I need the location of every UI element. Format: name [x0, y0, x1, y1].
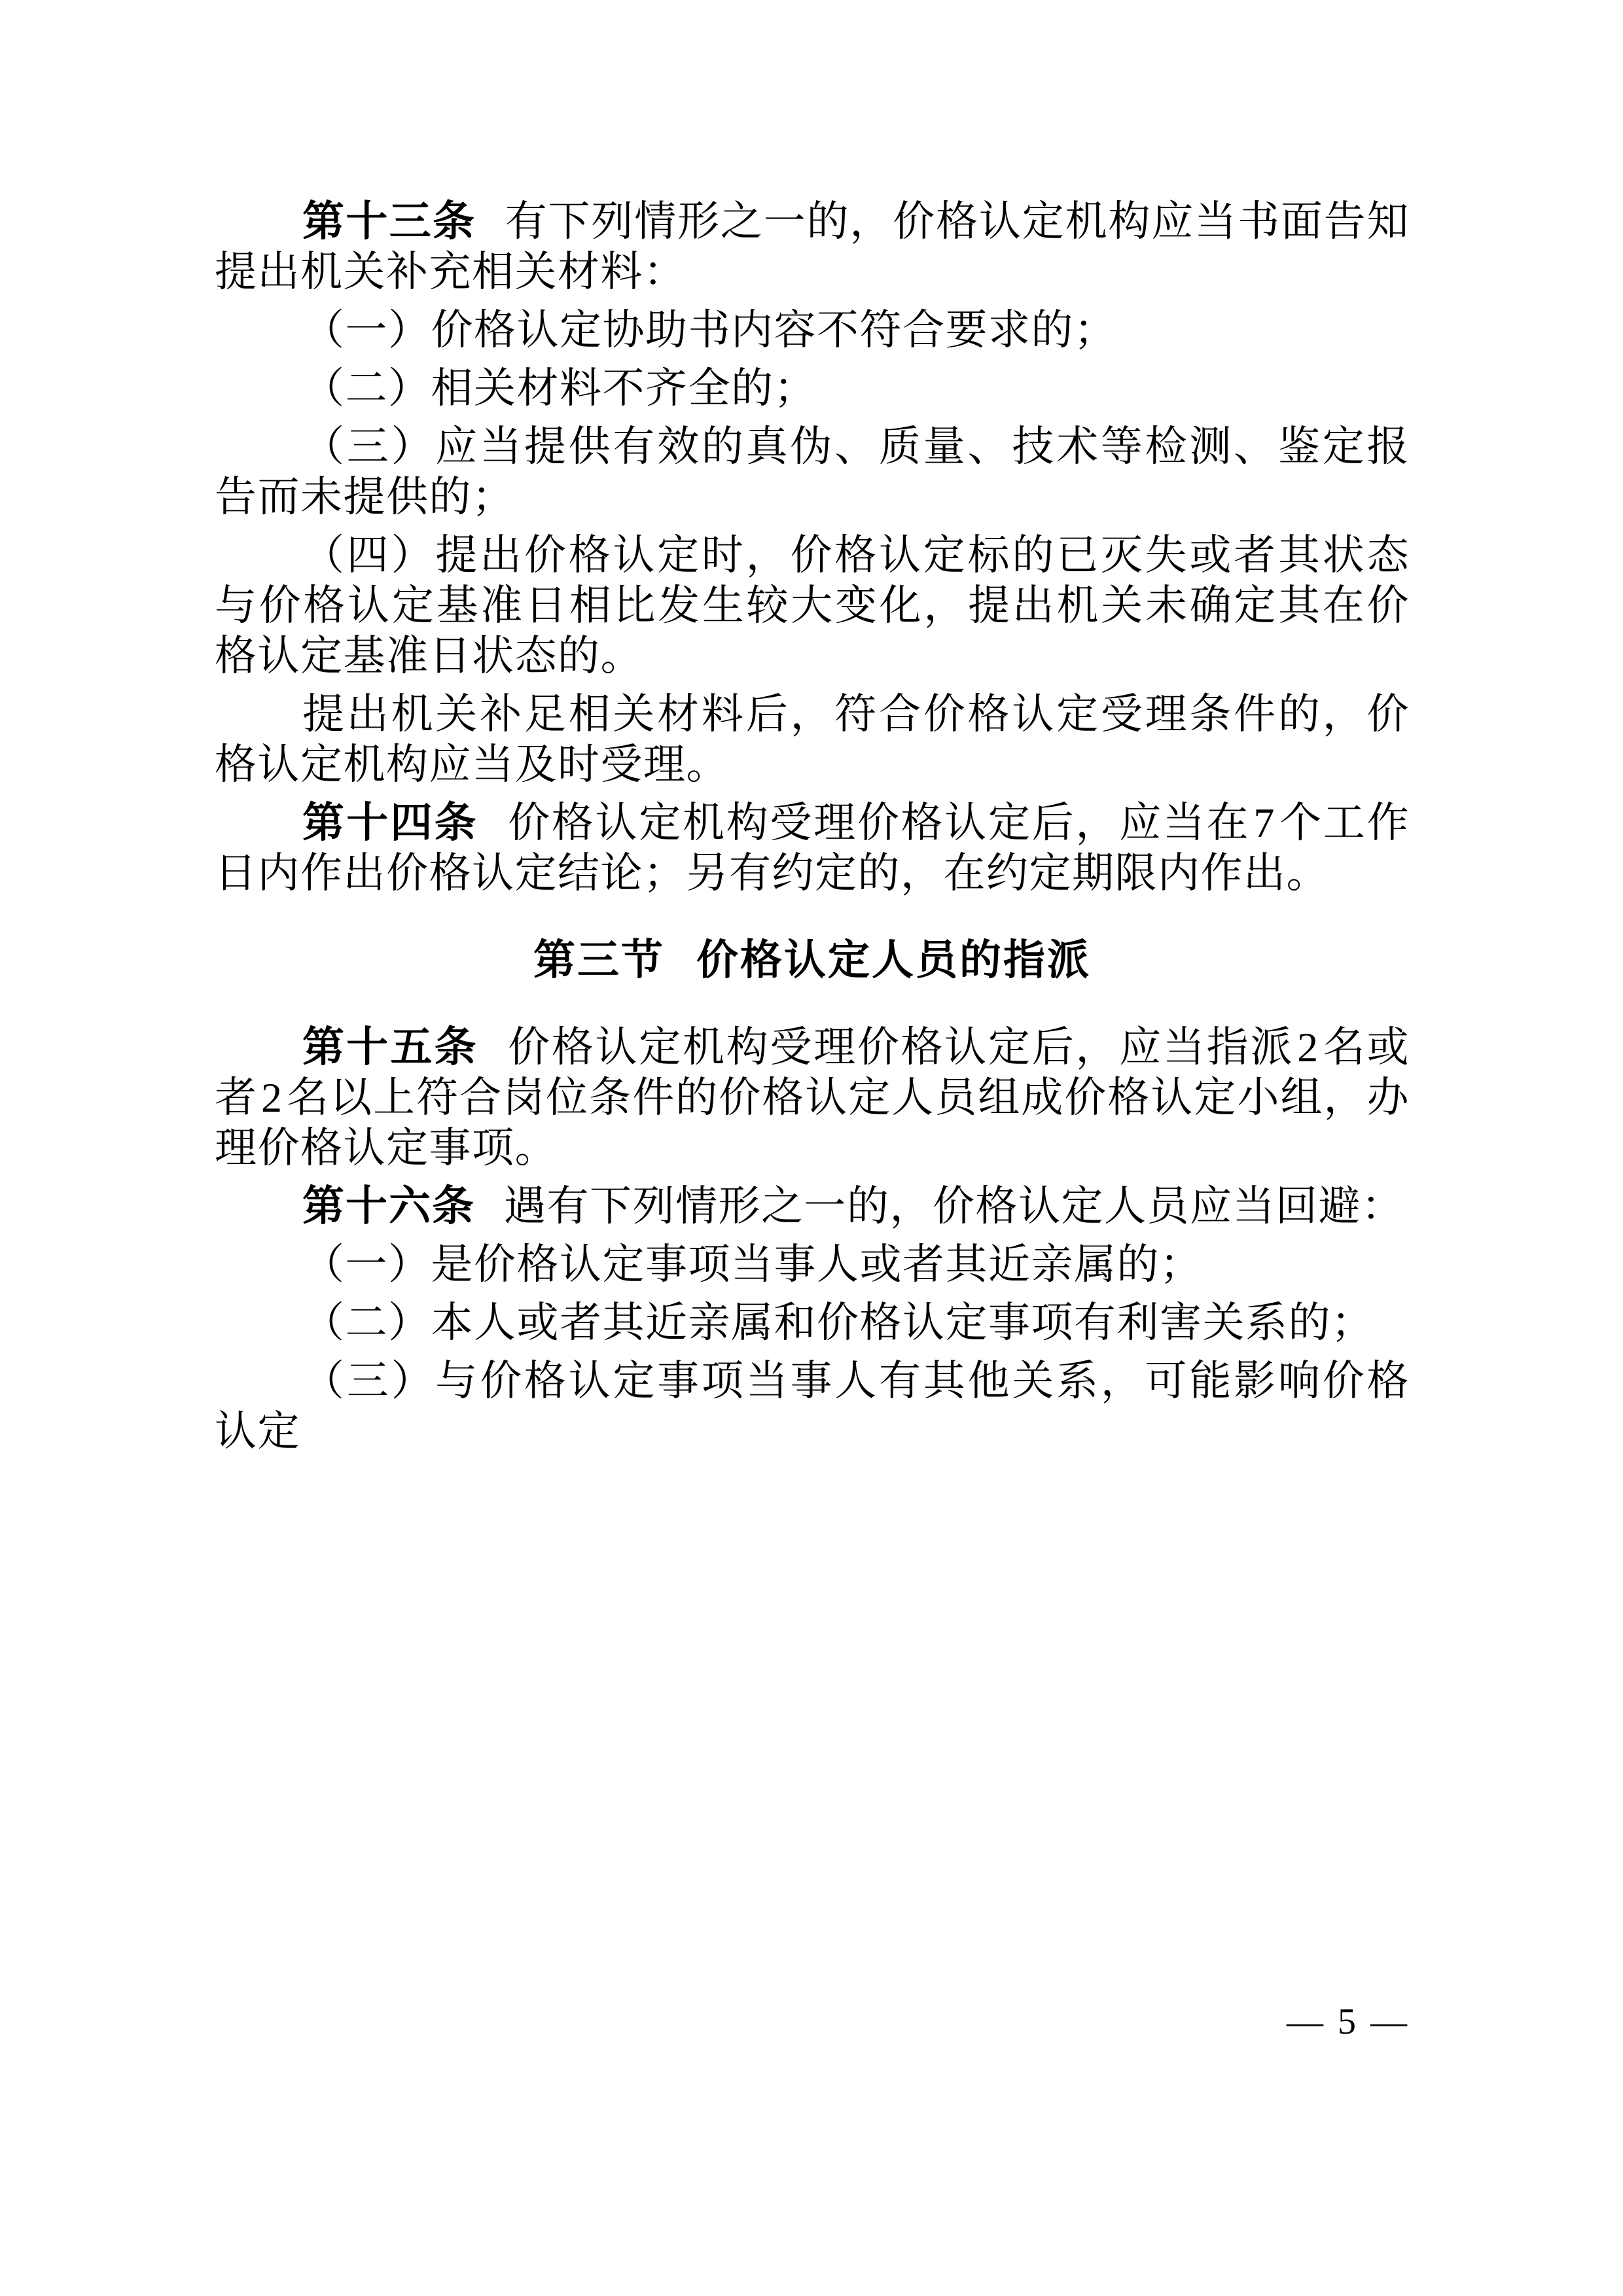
spacer — [215, 790, 1410, 798]
article-16-label: 第十六条 — [302, 1183, 475, 1229]
section-3-title: 价格认定人员的指派 — [696, 937, 1091, 983]
article-14-body-before: 价格认定机构受理价格认定后，应当在 — [507, 800, 1251, 846]
article-15-body-part-2: 名或者 — [215, 1024, 1410, 1121]
article-13-closing-paragraph: 提出机关补足相关材料后，符合价格认定受理条件的，价格认定机构应当及时受理。 — [215, 691, 1410, 788]
article-16-body: 遇有下列情形之一的，价格认定人员应当回避： — [504, 1183, 1404, 1229]
article-13-item-4: （四）提出价格认定时，价格认定标的已灭失或者其状态与价格认定基准日相比发生较大变化，提出机关未确定其在价格认定基准日状态的。 — [215, 532, 1410, 679]
spacer — [215, 1173, 1410, 1181]
article-15-count-number-1: 2 — [1297, 1024, 1319, 1070]
article-15-paragraph — [215, 1022, 1410, 1173]
spacer — [215, 1231, 1410, 1239]
article-16-item-3: （三）与价格认定事项当事人有其他关系，可能影响价格认定 — [215, 1358, 1410, 1455]
article-14-days-number: 7 — [1253, 800, 1275, 846]
spacer — [215, 414, 1410, 421]
article-15-label: 第十五条 — [302, 1024, 478, 1070]
article-13-item-2: （二）相关材料不齐全的； — [302, 365, 817, 412]
section-3-label: 第三节 — [533, 937, 665, 983]
spacer — [215, 522, 1410, 530]
article-15-body-part-1: 价格认定机构受理价格认定后，应当指派 — [507, 1024, 1294, 1070]
spacer — [215, 681, 1410, 689]
spacer — [215, 898, 1410, 935]
article-15-body-part-3: 名以上符合岗位条件的价格认定人员组成价格认定小组，办理价格认定事项。 — [215, 1074, 1410, 1171]
article-16-item-1: （一）是价格认定事项当事人或者其近亲属的； — [302, 1241, 1203, 1288]
article-13-body: 有下列情形之一的，价格认定机构应当书面告知提出机关补充相关材料： — [215, 198, 1410, 295]
article-14-body-after: 个工作日内作出价格认定结论；另有约定的，在约定期限内作出。 — [215, 800, 1410, 896]
spacer — [215, 985, 1410, 1022]
spacer — [215, 355, 1410, 363]
article-13-item-3: （三）应当提供有效的真伪、质量、技术等检测、鉴定报告而未提供的； — [215, 423, 1410, 520]
article-14-label: 第十四条 — [302, 800, 478, 846]
article-13-label: 第十三条 — [302, 198, 476, 245]
spacer — [215, 1348, 1410, 1356]
article-14-paragraph — [215, 798, 1410, 898]
article-13-item-1: （一）价格认定协助书内容不符合要求的； — [302, 307, 1117, 353]
page-number: — 5 — — [1287, 2002, 1410, 2042]
section-3-heading — [215, 935, 1410, 985]
article-15-count-number-2: 2 — [261, 1074, 283, 1121]
spacer — [215, 297, 1410, 305]
spacer — [215, 1290, 1410, 1298]
article-13-paragraph — [215, 196, 1410, 297]
article-16-paragraph — [215, 1181, 1410, 1231]
document-body — [215, 196, 1410, 1457]
article-16-item-2: （二）本人或者其近亲属和价格认定事项有利害关系的； — [302, 1299, 1374, 1346]
